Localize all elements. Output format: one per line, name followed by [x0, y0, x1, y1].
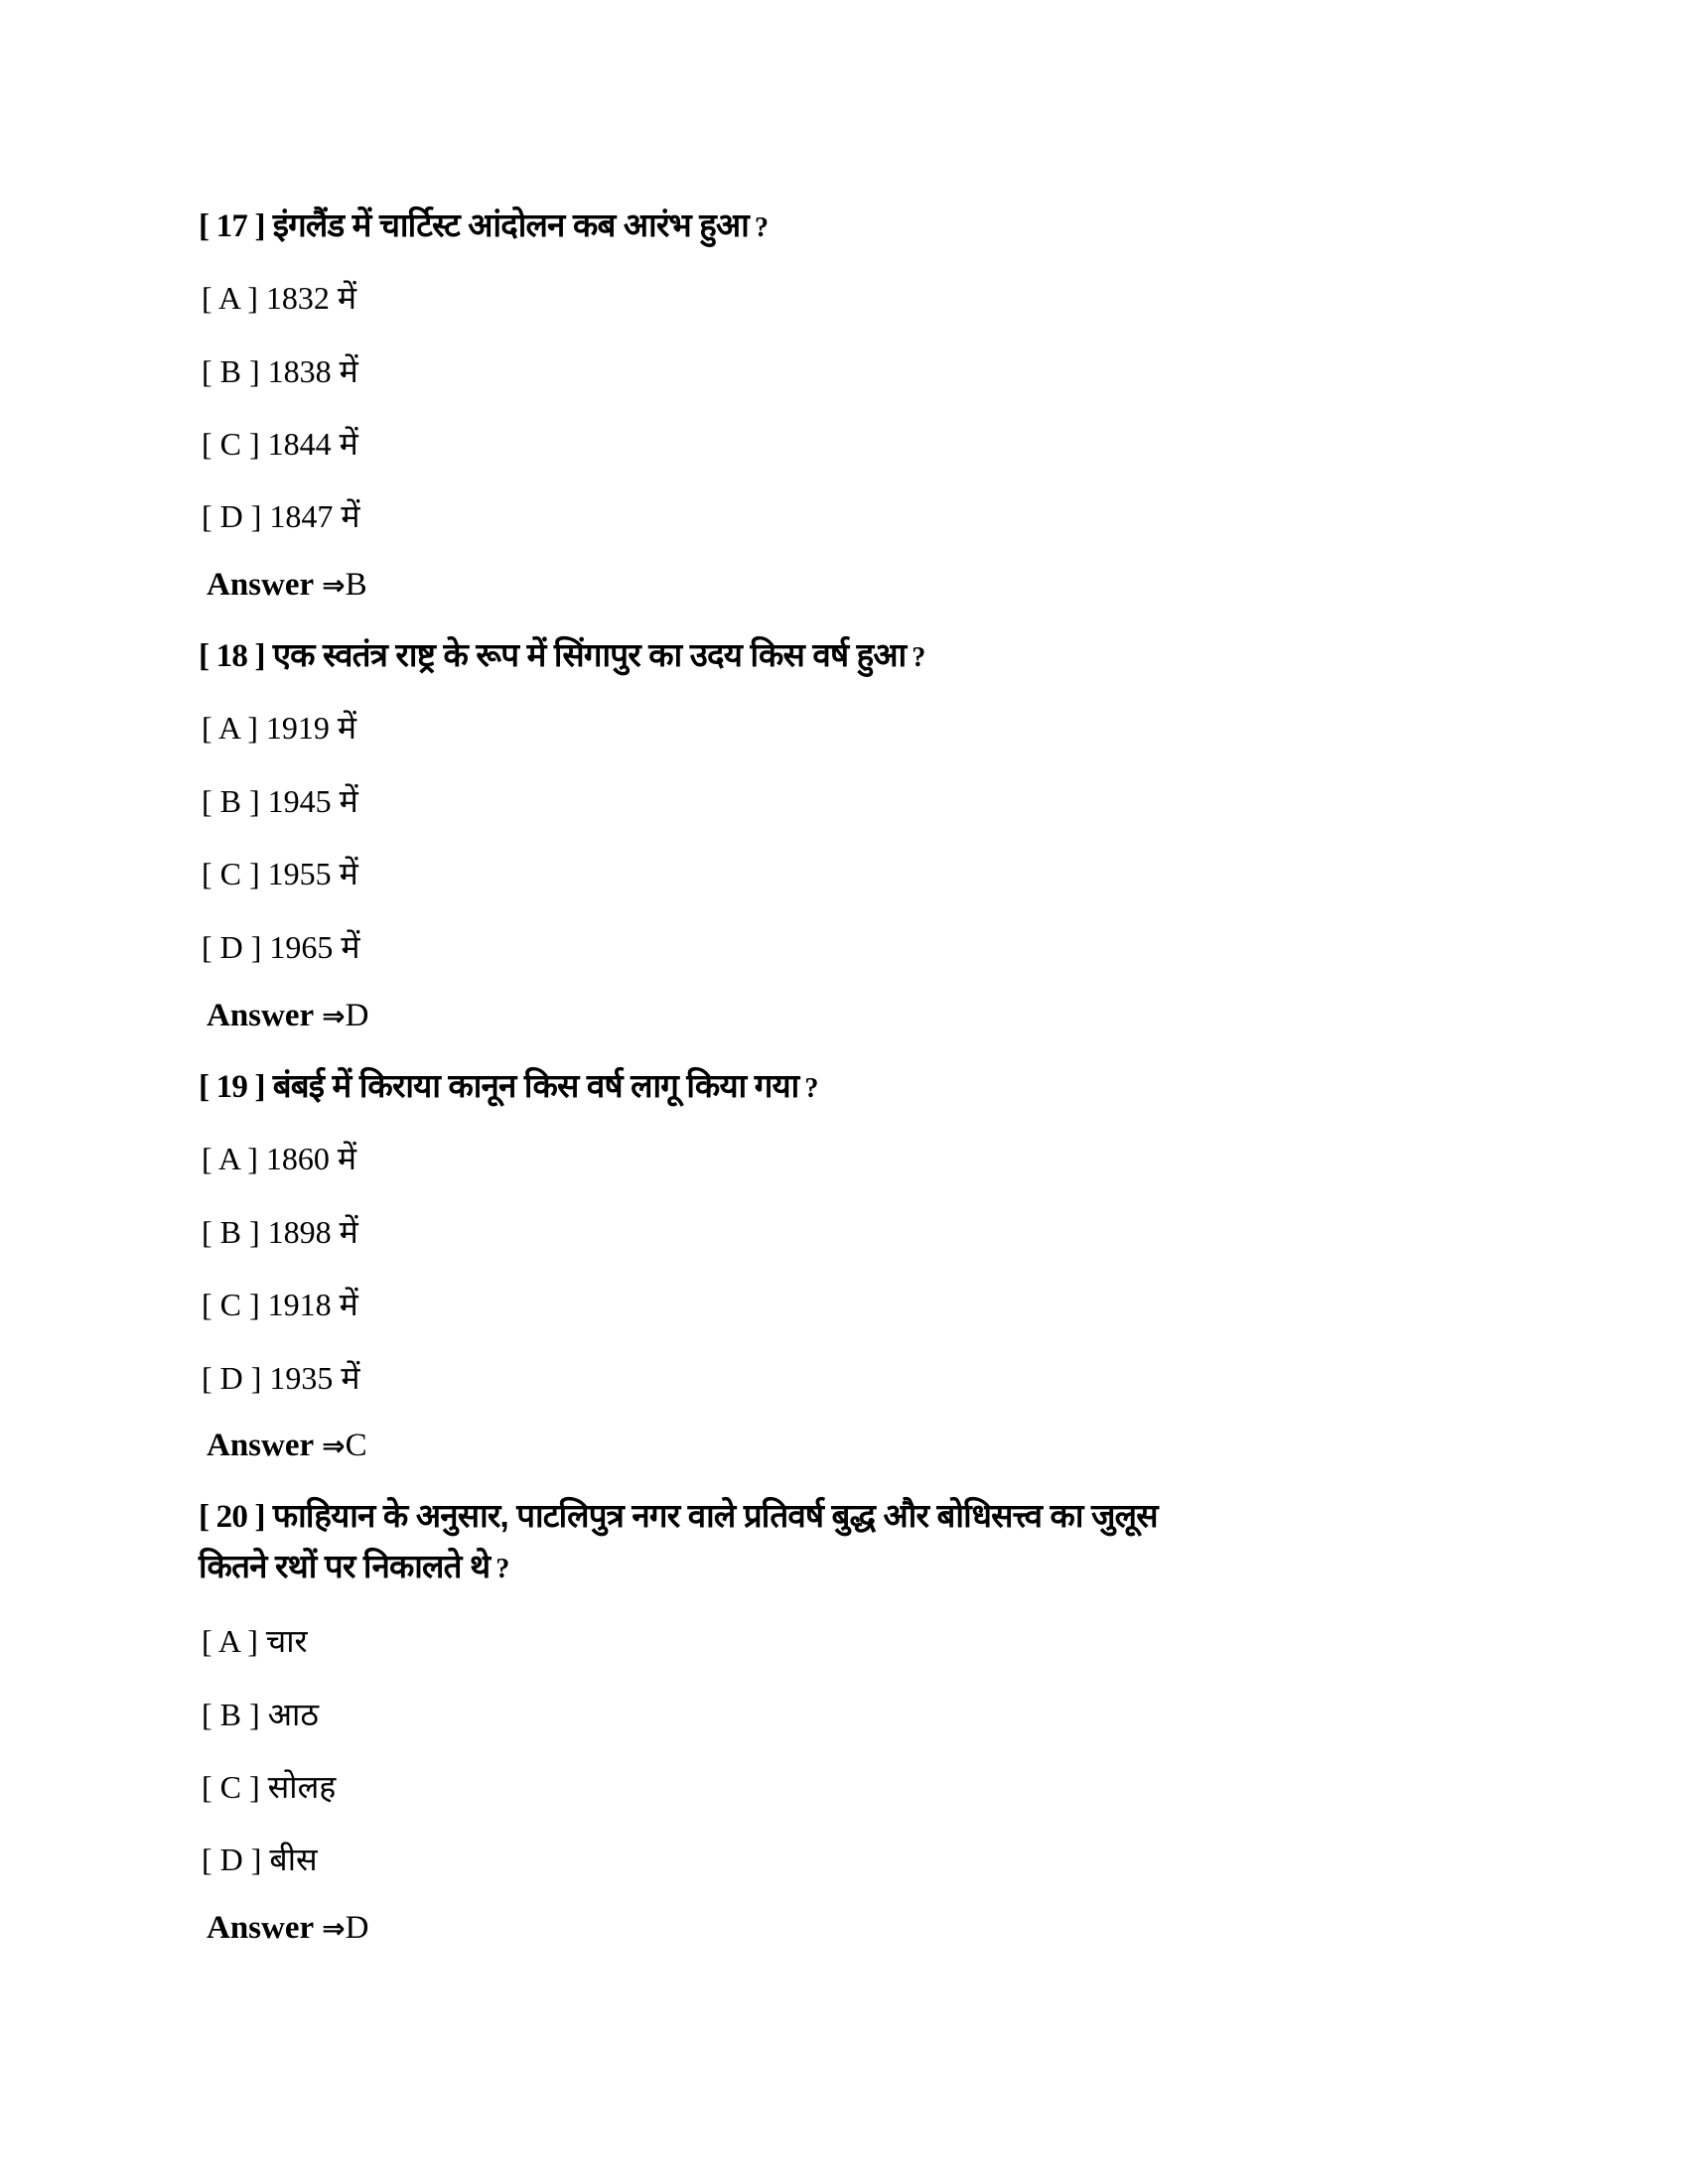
- question-18-answer: [207, 994, 368, 1037]
- option-label: [ A ]: [202, 1623, 258, 1659]
- option-label: [ B ]: [202, 353, 260, 389]
- option-label: [ B ]: [202, 1697, 260, 1732]
- answer-value: B: [345, 567, 367, 603]
- question-number: [ 17 ]: [199, 208, 265, 244]
- question-19-option-d: [202, 1356, 360, 1400]
- question-mark: ?: [495, 1554, 509, 1584]
- question-20-line-2: [199, 1545, 509, 1588]
- right-double-arrow-icon: ⇒: [322, 1912, 346, 1945]
- question-20-option-b: [202, 1693, 319, 1736]
- option-label: [ A ]: [202, 710, 258, 746]
- option-label: [ D ]: [202, 929, 262, 965]
- question-17-option-a: [202, 276, 356, 320]
- option-label: [ D ]: [202, 1842, 262, 1877]
- option-text: 1838 में: [267, 353, 358, 389]
- right-double-arrow-icon: ⇒: [322, 1000, 346, 1032]
- option-label: [ B ]: [202, 783, 260, 819]
- answer-value: C: [345, 1428, 367, 1463]
- question-20-line-1: [199, 1494, 1158, 1538]
- answer-value: D: [345, 998, 369, 1033]
- option-label: [ C ]: [202, 1287, 260, 1322]
- option-text: 1860 में: [265, 1141, 357, 1176]
- option-label: [ D ]: [202, 498, 262, 534]
- question-mark: ?: [754, 212, 769, 243]
- option-text: 1844 में: [267, 426, 358, 462]
- question-19: [199, 1064, 818, 1108]
- question-20-option-c: [202, 1765, 336, 1809]
- question-18-option-c: [202, 852, 358, 895]
- option-text: आठ: [267, 1697, 319, 1732]
- question-20-answer: [207, 1906, 368, 1950]
- answer-label: Answer: [207, 1428, 315, 1463]
- answer-label: Answer: [207, 1910, 315, 1946]
- question-18-option-a: [202, 706, 356, 750]
- question-mark: ?: [912, 642, 925, 673]
- option-text: 1847 में: [269, 498, 360, 534]
- question-19-option-a: [202, 1137, 356, 1180]
- question-18-option-d: [202, 925, 360, 969]
- question-17-option-c: [202, 422, 358, 466]
- question-number: [ 18 ]: [199, 638, 265, 674]
- question-text: फाहियान के अनुसार, पाटलिपुत्र नगर वाले प्रतिवर्ष बुद्ध और बोधिसत्त्व का जुलूस: [272, 1497, 1158, 1534]
- question-17-option-b: [202, 349, 358, 393]
- answer-value: D: [345, 1910, 369, 1946]
- option-label: [ C ]: [202, 1769, 260, 1805]
- question-20-option-d: [202, 1838, 318, 1881]
- option-text: 1898 में: [267, 1214, 358, 1250]
- question-number: [ 19 ]: [199, 1069, 265, 1105]
- option-text: सोलह: [267, 1769, 337, 1805]
- question-17-answer: [207, 563, 367, 607]
- question-text: इंगलैंड में चार्टिस्ट आंदोलन कब आरंभ हुआ: [272, 206, 749, 243]
- option-label: [ A ]: [202, 1141, 258, 1176]
- question-18-option-b: [202, 779, 358, 823]
- question-20-option-a: [202, 1619, 308, 1663]
- question-number: [ 20 ]: [199, 1499, 265, 1535]
- option-text: 1832 में: [265, 280, 357, 316]
- question-17: [199, 204, 768, 247]
- question-19-answer: [207, 1424, 367, 1467]
- right-double-arrow-icon: ⇒: [322, 1430, 346, 1462]
- question-19-option-c: [202, 1283, 358, 1326]
- option-text: 1945 में: [267, 783, 358, 819]
- question-mark: ?: [804, 1073, 818, 1104]
- option-label: [ C ]: [202, 856, 260, 891]
- question-text: बंबई में किराया कानून किस वर्ष लागू किया गया: [272, 1067, 799, 1104]
- option-text: बीस: [269, 1842, 318, 1877]
- option-label: [ B ]: [202, 1214, 260, 1250]
- right-double-arrow-icon: ⇒: [322, 569, 346, 602]
- option-text: 1955 में: [267, 856, 358, 891]
- question-text: एक स्वतंत्र राष्ट्र के रूप में सिंगापुर का उदय किस वर्ष हुआ: [272, 636, 907, 673]
- question-18: [199, 633, 924, 677]
- option-text: चार: [265, 1623, 308, 1659]
- option-label: [ C ]: [202, 426, 260, 462]
- option-text: 1935 में: [269, 1360, 360, 1396]
- option-text: 1965 में: [269, 929, 360, 965]
- option-label: [ A ]: [202, 280, 258, 316]
- question-text-continued: कितने रथों पर निकालते थे: [199, 1548, 491, 1584]
- option-text: 1918 में: [267, 1287, 358, 1322]
- answer-label: Answer: [207, 998, 315, 1033]
- question-17-option-d: [202, 494, 360, 538]
- option-label: [ D ]: [202, 1360, 262, 1396]
- answer-label: Answer: [207, 567, 315, 603]
- option-text: 1919 में: [265, 710, 357, 746]
- question-19-option-b: [202, 1210, 358, 1254]
